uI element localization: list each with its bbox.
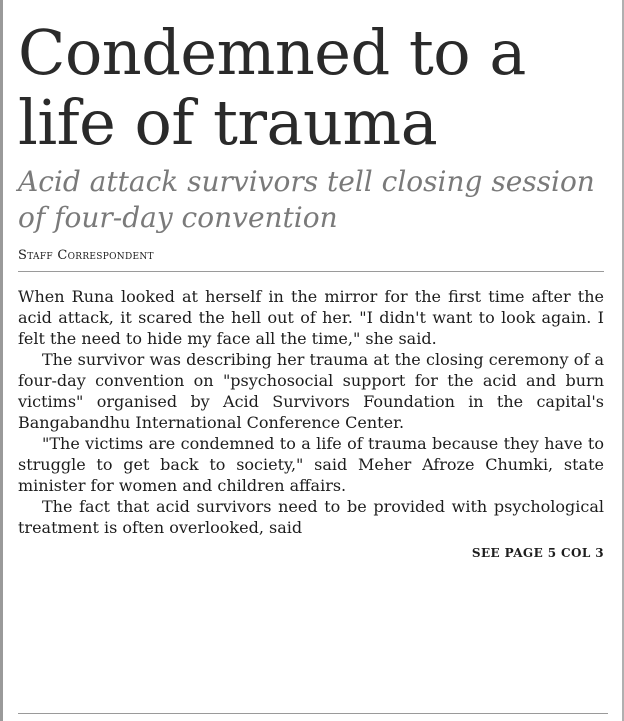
article xyxy=(18,18,608,560)
left-border-rule xyxy=(0,0,3,721)
paragraph-3: "The victims are condemned to a life of trauma because they have to struggle to get back to society," said Meher Afroze Chumki, state minister for women and children affairs. xyxy=(18,434,604,495)
byline-divider xyxy=(18,271,604,272)
paragraph-1: When Runa looked at herself in the mirror for the first time after the acid attack, it scared the hell out of her. "I didn't want to look again. I felt the need to hide my face all the time," she said. xyxy=(18,287,604,348)
continuation-jump-line: SEE PAGE 5 COL 3 xyxy=(471,546,604,560)
subheadline: Acid attack survivors tell closing session of four-day convention xyxy=(18,165,595,234)
paragraph-2: The survivor was describing her trauma at the closing ceremony of a four-day convention on "psychosocial support for the acid and burn victims" organised by Acid Survivors Foundation in the capital's Bangabandhu International Conference Center. xyxy=(18,350,604,432)
byline: Staff Correspondent xyxy=(18,248,154,263)
headline: Condemned to a life of trauma xyxy=(18,16,526,159)
paragraph-4: The fact that acid survivors need to be provided with psychological treatment is often overlooked, said xyxy=(18,497,604,537)
article-body xyxy=(18,286,604,538)
bottom-divider xyxy=(18,713,608,714)
